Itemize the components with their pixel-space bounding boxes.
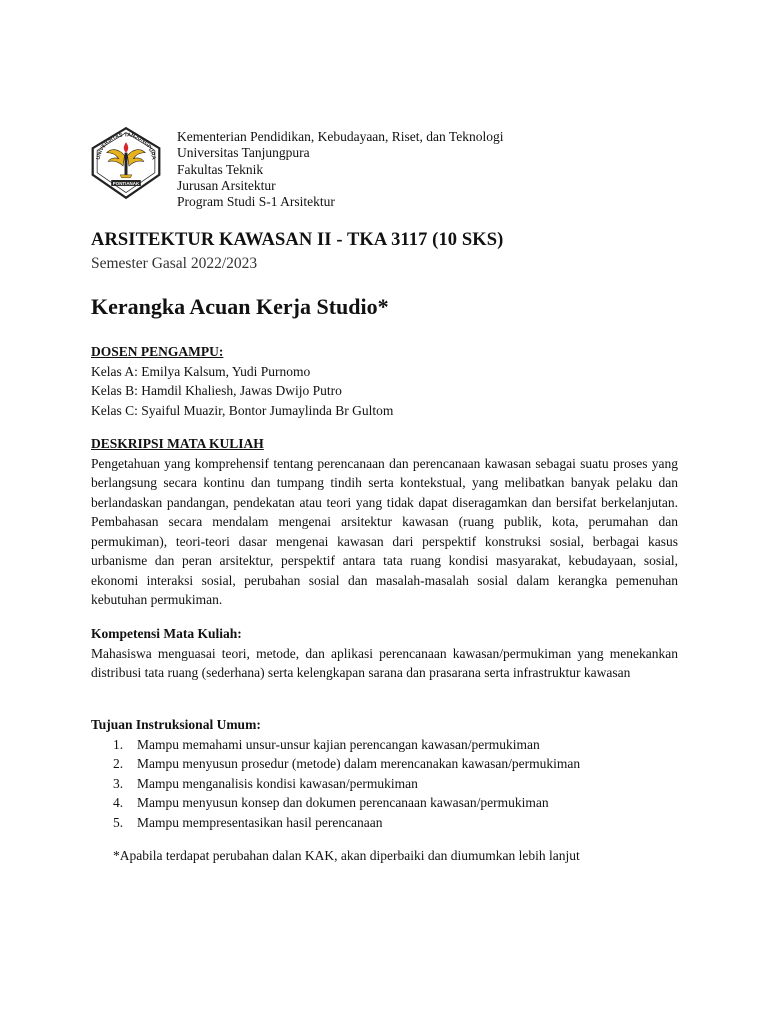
footnote: *Apabila terdapat perubahan dalan KAK, akan diperbaiki dan diumumkan lebih lanjut — [113, 848, 580, 863]
deskripsi-paragraph: Pengetahuan yang komprehensif tentang perencanaan dan perencanaan kawasan sebagai suatu proses yang berlangsung secara kontinu dan tumpang tindih serta kontekstual, yang melibatkan banyak pelaku dan berlandaskan pandangan, pendekatan atau teori yang tidak dapat diseragamkan dan bersifat berkelanjutan. Pembahasan secara mendalam mengenai arsitektur kawasan (ruang publik, kota, perumahan dan permukiman), teori-teori dasar mengenai kawasan dari perspektif konstruksi sosial, berbagai kasus urbanisme dan peran arsitektur, perspektif antara tata ruang kondisi masyarakat, kebudayaan, sosial, ekonomi interaksi sosial, perubahan sosial dan masalah-masalah sosial dalam kerangka pemenuhan kebutuhan permukiman. — [91, 455, 678, 607]
list-number: 1. — [113, 736, 124, 752]
dosen-item: Kelas B: Hamdil Khaliesh, Jawas Dwijo Putro — [91, 383, 342, 398]
course-title: ARSITEKTUR KAWASAN II - TKA 3117 (10 SKS) — [91, 230, 504, 250]
tujuan-list — [91, 735, 678, 833]
kompetensi-heading: Kompetensi Mata Kuliah: — [91, 626, 242, 641]
university-line: Universitas Tanjungpura — [177, 145, 310, 161]
list-item — [91, 813, 678, 833]
logo-top-text: UNIVERSITAS TANJUNGPURA — [95, 132, 157, 161]
institution-header — [177, 129, 503, 210]
tujuan-heading: Tujuan Instruksional Umum: — [91, 717, 261, 732]
department-line: Jurusan Arsitektur — [177, 177, 276, 193]
list-number: 2. — [113, 756, 124, 771]
list-number: 5. — [113, 814, 124, 830]
list-text: Mampu mempresentasikan hasil perencanaan — [137, 814, 383, 830]
dosen-item: Kelas C: Syaiful Muazir, Bontor Jumaylinda Br Gultom — [91, 402, 394, 418]
kompetensi-section — [91, 624, 678, 683]
kompetensi-paragraph: Mahasiswa menguasai teori, metode, dan aplikasi perencanaan kawasan/permukiman yang menekankan distribusi tata ruang (sederhana) serta kelengkapan sarana dan prasarana serta infrastruktur kawasan — [91, 645, 678, 680]
list-text: Mampu menyusun prosedur (metode) dalam merencanakan kawasan/permukiman — [137, 756, 581, 771]
document-title: Kerangka Acuan Kerja Studio* — [91, 294, 389, 319]
list-item — [91, 754, 678, 774]
deskripsi-section — [91, 434, 678, 610]
university-logo-icon — [89, 126, 163, 200]
dosen-item: Kelas A: Emilya Kalsum, Yudi Purnomo — [91, 363, 311, 379]
semester-label: Semester Gasal 2022/2023 — [91, 255, 258, 272]
list-number: 3. — [113, 775, 124, 791]
list-number: 4. — [113, 795, 124, 810]
faculty-line: Fakultas Teknik — [177, 161, 264, 177]
ministry-line: Kementerian Pendidikan, Kebudayaan, Riset, dan Teknologi — [177, 129, 504, 144]
tujuan-section — [91, 715, 678, 832]
list-text: Mampu menganalisis kondisi kawasan/permukiman — [137, 775, 418, 791]
program-line: Program Studi S-1 Arsitektur — [177, 194, 335, 210]
deskripsi-heading: DESKRIPSI MATA KULIAH — [91, 436, 264, 451]
list-text: Mampu menyusun konsep dan dokumen perencanaan kawasan/permukiman — [137, 795, 549, 810]
dosen-heading: DOSEN PENGAMPU: — [91, 344, 224, 359]
list-item — [91, 774, 678, 794]
list-text: Mampu memahami unsur-unsur kajian perencangan kawasan/permukiman — [137, 736, 540, 752]
logo-bottom-text: PONTIANAK — [112, 180, 140, 186]
list-item — [91, 735, 678, 755]
list-item — [91, 793, 678, 813]
dosen-section — [91, 342, 678, 420]
